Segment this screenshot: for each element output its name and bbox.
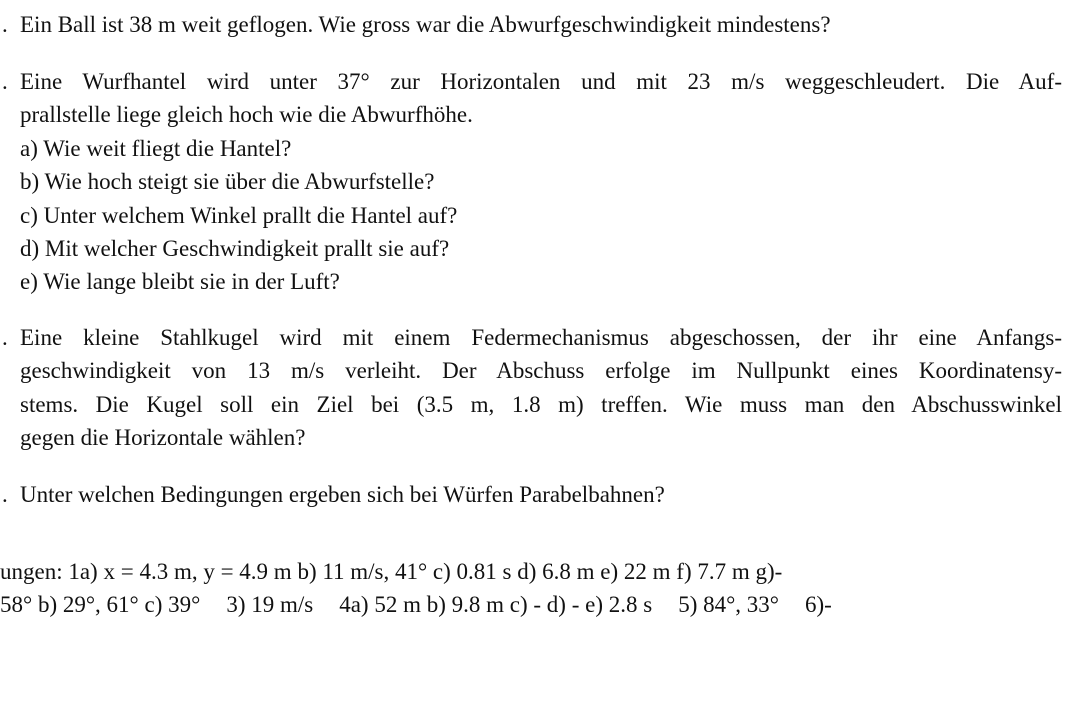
solution-3: 3) 19 m/s [226,592,314,617]
problem-2-sub-a: a) Wie weit fliegt die Hantel? [20,136,292,161]
solutions-line-2 [0,593,832,616]
problem-1-text: Ein Ball ist 38 m weit geflogen. Wie gross war die Abwurfgeschwindigkeit mindestens? [20,12,831,37]
problem-3-line-1: Eine kleine Stahlkugel wird mit einem Federmechanismus abgeschossen, der ihr eine Anfangs- [20,325,1062,350]
problem-2-sub-c: c) Unter welchem Winkel prallt die Hantel auf? [20,203,458,228]
problem-4-marker: . [2,482,8,507]
problem-2-sub-b: b) Wie hoch steigt sie über die Abwurfstelle? [20,169,435,194]
problem-2-line-1: Eine Wurfhantel wird unter 37° zur Horizontalen und mit 23 m/s weggeschleudert. Die Auf- [20,69,1062,94]
problem-2-sub-e: e) Wie lange bleibt sie in der Luft? [20,269,340,294]
problem-2-marker: . [2,69,8,94]
problem-3-line-2: geschwindigkeit von 13 m/s verleiht. Der Abschuss erfolge im Nullpunkt eines Koordinatensy- [20,358,1062,383]
problem-2-line-2: prallstelle liege gleich hoch wie die Abwurfhöhe. [20,102,473,127]
solution-2: 58° b) 29°, 61° c) 39° [0,592,201,617]
problem-3-line-3: stems. Die Kugel soll ein Ziel bei (3.5 m, 1.8 m) treffen. Wie muss man den Abschusswinkel [20,392,1062,417]
solution-4: 4a) 52 m b) 9.8 m c) - d) - e) 2.8 s [339,592,653,617]
problem-4-text: Unter welchen Bedingungen ergeben sich bei Würfen Parabelbahnen? [20,482,665,507]
problem-3-line-4: gegen die Horizontale wählen? [20,425,306,450]
solution-6: 6)- [805,592,832,617]
problem-1-marker: . [2,12,8,37]
solutions-line-1: ungen: 1a) x = 4.3 m, y = 4.9 m b) 11 m/s, 41° c) 0.81 s d) 6.8 m e) 22 m f) 7.7 m g)- [0,559,783,584]
problem-2-sub-d: d) Mit welcher Geschwindigkeit prallt sie auf? [20,236,450,261]
problem-3-marker: . [2,325,8,350]
solution-5: 5) 84°, 33° [678,592,780,617]
